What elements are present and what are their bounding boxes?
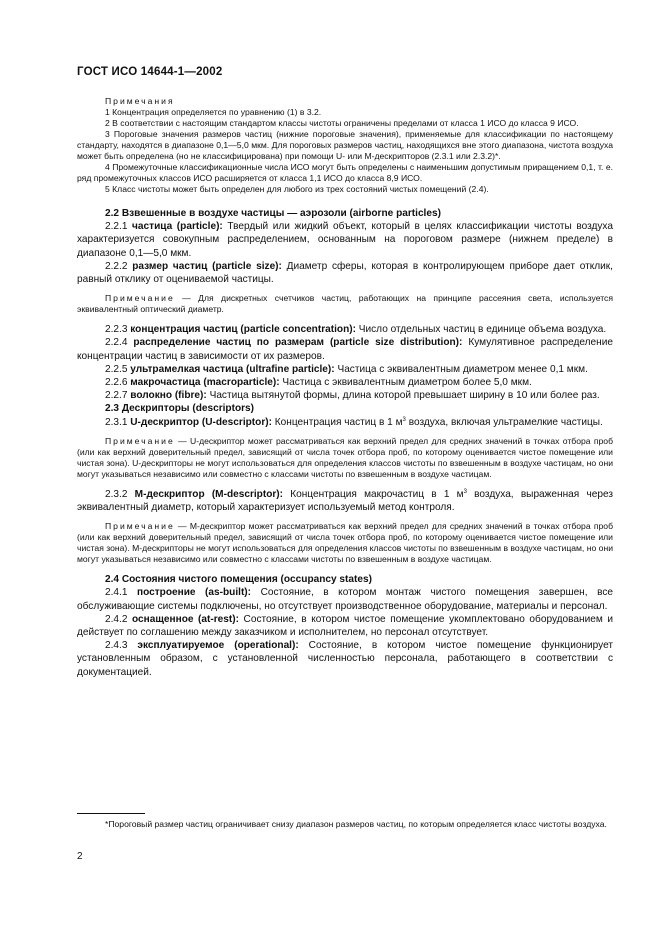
note-2-3-1: Примечание — U-дескриптор может рассматриваться как верхний предел для средних значений в точках отбора проб (или как верхний доверительный предел, зависящий от числа точек отбора проб, по которому оценивается чистое помещение или чистая зона). U-дескрипторы не могут использоваться для определения классов чистоты по взвешенным в воздухе частицам, но они могут указываться независимо или совместно с классами чистоты по взвешенным в воздухе частицам. (77, 435, 613, 479)
term-2-4-1: 2.4.1 построение (as-built): Состояние, в котором монтаж чистого помещения завершен, все обслуживающие системы подключены, но отсутствует производственное оборудование, материалы и персонал. (77, 587, 614, 612)
term-2-2-2: 2.2.2 размер частиц (particle size): Диаметр сферы, которая в контролирующем приборе дает отклик, равный отклику от оцениваемой частицы. (77, 260, 613, 286)
term-2-4-2: 2.4.2 оснащенное (at-rest): Состояние, в котором чистое помещение укомплектовано оборудованием и действует по соглашению между заказчиком и исполнителем, но персонал отсутствует. (77, 613, 613, 639)
note-item: 5 Класс чистоты может быть определен для любого из трех состояний чистых помещений (2.4). (105, 184, 489, 194)
term-2-2-3: 2.2.3 концентрация частиц (particle concentration): Число отдельных частиц в единице объема воздуха. (105, 324, 607, 336)
term-2-3-1: 2.3.1 U-дескриптор (U-descriptor): Концентрация частиц в 1 $м^3$ воздуха, включая ультрамелкие частицы. (105, 416, 603, 428)
footnote-separator (77, 813, 145, 814)
term-2-2-6: 2.2.6 макрочастица (macroparticle): Частица с эквивалентным диаметром более 5,0 мкм. (105, 377, 532, 389)
main-text (77, 207, 613, 679)
note-item: 2 В соответствии с настоящим стандартом классы чистоты ограничены пределами от класса 1 ИСО до класса 9 ИСО. (105, 118, 579, 128)
notes-block (77, 96, 613, 195)
page-number: 2 (77, 851, 83, 862)
term-2-4-3: 2.4.3 эксплуатируемое (operational): Состояние, в котором чистое помещение функционирует установленным образом, с установленной численностью персонала, работающего в соответствии с документацией. (77, 640, 614, 678)
document-header: ГОСТ ИСО 14644-1—2002 (77, 66, 223, 78)
section-heading: 2.3 Дескрипторы (descriptors) (105, 403, 255, 415)
note-item: 4 Промежуточные классификационные числа ИСО могут быть определены с наименьшим допустимым приращением 0,1, т. е. ряд промежуточных классов ИСО расширяется от класса 1,1 ИСО до класса 8,9 ИСО. (77, 162, 613, 183)
notes-heading: Примечания (105, 96, 175, 106)
term-2-2-1: 2.2.1 частица (particle): Твердый или жидкий объект, который в целях классификации чистоты воздуха характеризуется совокупным распределением, основанным на пороговом размере (нижнем пределе) в диапазоне 0,1—5,0 мкм. (77, 221, 613, 259)
note-item: 3 Пороговые значения размеров частиц (нижние пороговые значения), применяемые для классификации по настоящему стандарту, находятся в диапазоне 0,1—5,0 мкм. Для пороговых размеров частиц, находящихся вне этого диапазона, чистота воздуха может быть определена (но не классифицирована) при помощи U- или M-дескрипторов (2.3.1 или 2.3.2)*. (77, 129, 613, 161)
footnote: *Пороговый размер частиц ограничивает снизу диапазон размеров частиц, по которым определяется класс чистоты воздуха. (105, 819, 607, 829)
term-2-2-7: 2.2.7 волокно (fibre): Частица вытянутой формы, длина которой превышает ширину в 10 или более раз. (105, 390, 600, 402)
term-2-2-4: 2.2.4 распределение частиц по размерам (particle size distribution): Кумулятивное распределение концентрации частиц в зависимости от их размеров. (77, 337, 613, 362)
section-heading: 2.4 Состояния чистого помещения (occupancy states) (105, 574, 372, 586)
term-2-2-5: 2.2.5 ультрамелкая частица (ultrafine particle): Частица с эквивалентным диаметром менее 0,1 мкм. (105, 363, 588, 375)
section-heading: 2.2 Взвешенные в воздухе частицы — аэрозоли (airborne particles) (105, 208, 441, 219)
note-2-3-2: Примечание — M-дескриптор может рассматриваться как верхний предел для средних значений в точках отбора проб (или как верхний доверительный предел, зависящий от числа точек отбора проб, по которому оценивается чистое помещение или чистая зона). M-дескрипторы не могут использоваться для определения классов чистоты по взвешенным в воздухе частицам, но они могут указываться независимо или совместно с классами чистоты по взвешенным в воздухе частицам. (77, 521, 613, 565)
term-2-3-2: 2.3.2 M-дескриптор (M-descriptor): Концентрация макрочастиц в 1 $м^3$ воздуха, выраженная через эквивалентный диаметр, который характеризует используемый метод контроля. (77, 488, 613, 514)
note-item: 1 Концентрация определяется по уравнению (1) в 3.2. (105, 107, 322, 117)
note-2-2-2: Примечание — Для дискретных счетчиков частиц, работающих на принципе рассеяния света, используется эквивалентный оптический диаметр. (77, 293, 613, 315)
page-content (77, 96, 613, 679)
